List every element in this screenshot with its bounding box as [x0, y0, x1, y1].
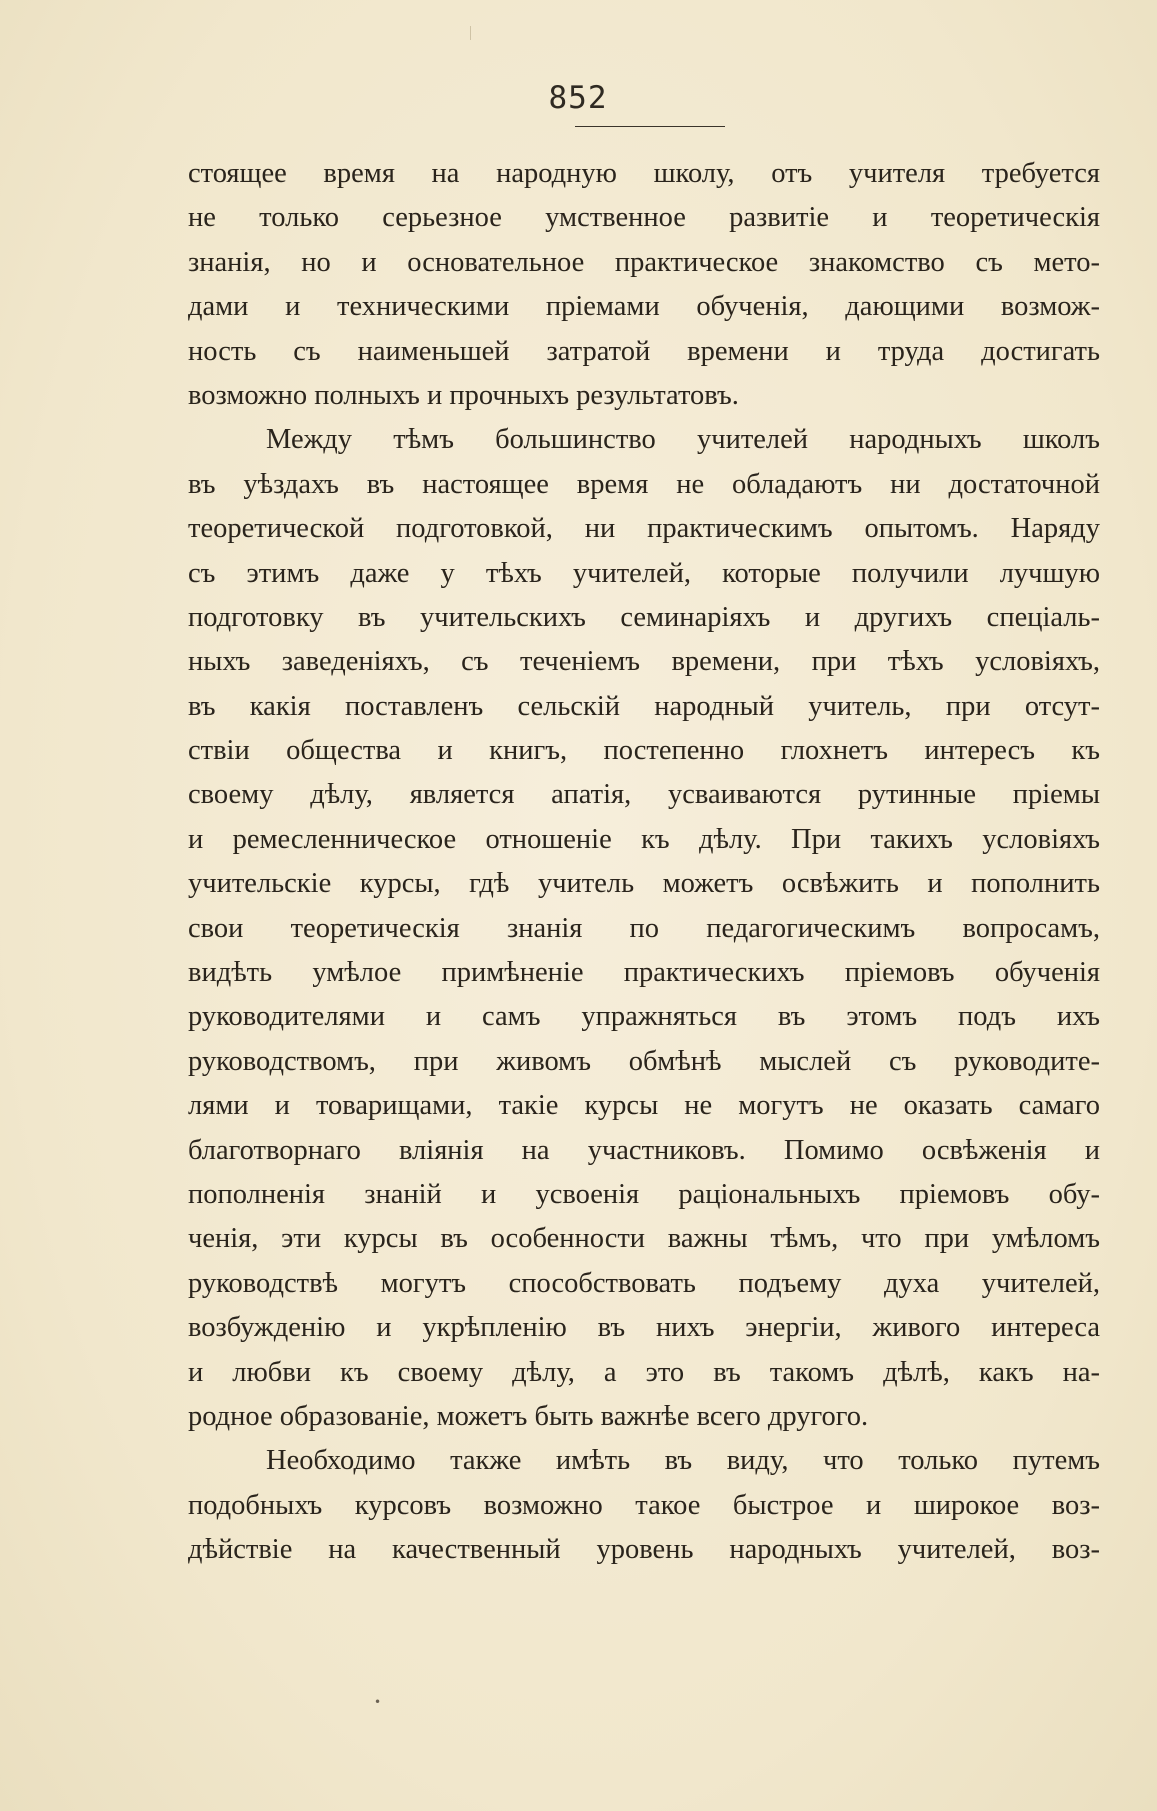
text-line: подготовку въ учительскихъ семинаріяхъ и другихъ спеціаль-	[188, 601, 1100, 633]
text-line: руководителями и самъ упражняться въ этомъ подъ ихъ	[188, 1001, 1100, 1033]
text-line: Необходимо также имѣть въ виду, что только путемъ	[266, 1445, 1100, 1477]
text-line: стоящее время на народную школу, отъ учителя требуется	[188, 158, 1100, 189]
text-line: пополненія знаній и усвоенія раціональныхъ пріемовъ обу-	[188, 1178, 1100, 1210]
paragraph-3	[188, 1439, 1100, 1572]
text-line: дами и техническими пріемами обученія, дающими возмож-	[188, 291, 1100, 323]
text-line: ность съ наименьшей затратой времени и труда достигать	[188, 335, 1100, 367]
text-line: ныхъ заведеніяхъ, съ теченіемъ времени, при тѣхъ условіяхъ,	[188, 646, 1100, 678]
text-line: теоретической подготовкой, ни практическимъ опытомъ. Наряду	[188, 513, 1100, 545]
scan-speck	[470, 26, 471, 40]
body-text	[188, 152, 1100, 1573]
scan-speck: •	[374, 1695, 382, 1709]
text-line: съ этимъ даже у тѣхъ учителей, которые получили лучшую	[188, 557, 1100, 589]
paragraph-2	[188, 418, 1100, 1439]
text-line: руководствомъ, при живомъ обмѣнѣ мыслей съ руководите-	[188, 1045, 1100, 1077]
text-line: руководствѣ могутъ способствовать подъему духа учителей,	[188, 1267, 1100, 1299]
text-line: свои теоретическія знанія по педагогическимъ вопросамъ,	[188, 912, 1100, 944]
text-line: лями и товарищами, такіе курсы не могутъ не оказать самаго	[188, 1090, 1100, 1122]
text-line: знанія, но и основательное практическое знакомство съ мето-	[188, 246, 1100, 278]
text-line: возможно полныхъ и прочныхъ результатовъ.	[188, 379, 739, 411]
text-line: своему дѣлу, является апатія, усваиваются рутинные пріемы	[188, 779, 1100, 811]
text-line: учительскіе курсы, гдѣ учитель можетъ освѣжить и пополнить	[188, 868, 1100, 900]
text-line: и любви къ своему дѣлу, а это въ такомъ дѣлѣ, какъ на-	[188, 1356, 1100, 1388]
text-line: въ уѣздахъ въ настоящее время не обладаютъ ни достаточной	[188, 468, 1100, 500]
text-line: Между тѣмъ большинство учителей народныхъ школъ	[266, 424, 1100, 456]
text-line: родное образованіе, можетъ быть важнѣе всего другого.	[188, 1400, 869, 1432]
text-line: подобныхъ курсовъ возможно такое быстрое и широкое воз-	[188, 1489, 1100, 1521]
text-line: благотворнаго вліянія на участниковъ. Помимо освѣженія и	[188, 1134, 1100, 1166]
text-line: ствіи общества и книгъ, постепенно глохнетъ интересъ къ	[188, 735, 1100, 767]
text-line: не только серьезное умственное развитіе и теоретическія	[188, 202, 1100, 234]
text-line: и ремесленническое отношеніе къ дѣлу. При такихъ условіяхъ	[188, 823, 1100, 855]
text-line: въ какія поставленъ сельскій народный учитель, при отсут-	[188, 690, 1100, 722]
page-number-rule	[575, 126, 725, 127]
paragraph-1	[188, 152, 1100, 418]
text-line: возбужденію и укрѣпленію въ нихъ энергіи, живого интереса	[188, 1312, 1100, 1344]
page-number: 852	[548, 80, 608, 116]
text-line: ченія, эти курсы въ особенности важны тѣмъ, что при умѣломъ	[188, 1223, 1100, 1255]
text-line: дѣйствіе на качественный уровень народныхъ учителей, воз-	[188, 1534, 1100, 1566]
text-line: видѣть умѣлое примѣненіе практическихъ пріемовъ обученія	[188, 957, 1100, 989]
